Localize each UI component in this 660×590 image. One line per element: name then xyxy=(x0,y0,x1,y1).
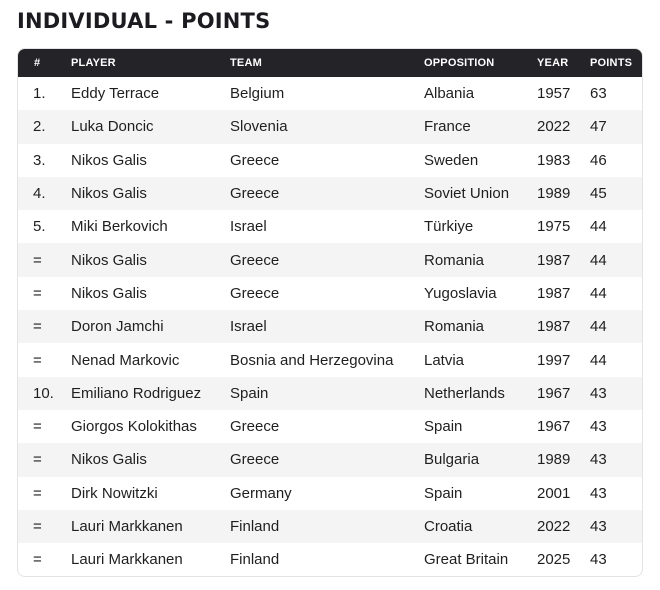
points-table xyxy=(18,49,642,576)
table-header-row xyxy=(18,49,642,77)
cell-team: Greece xyxy=(230,151,280,169)
cell-rank: = xyxy=(33,251,42,269)
table-row xyxy=(18,243,642,276)
header-year: YEAR xyxy=(537,57,569,69)
cell-opposition: Latvia xyxy=(424,351,465,369)
cell-year: 1987 xyxy=(537,284,571,302)
cell-points: 43 xyxy=(590,484,607,502)
cell-points: 45 xyxy=(590,185,607,203)
cell-team: Greece xyxy=(230,185,280,203)
table-row xyxy=(18,543,642,576)
header-points: POINTS xyxy=(590,57,633,69)
cell-rank: 4. xyxy=(33,185,46,203)
header-player: PLAYER xyxy=(71,57,116,69)
cell-rank: = xyxy=(33,451,42,469)
cell-player: Miki Berkovich xyxy=(71,218,168,236)
cell-rank: 1. xyxy=(33,85,46,103)
cell-team: Israel xyxy=(230,318,267,336)
cell-rank: = xyxy=(33,551,42,569)
table-row xyxy=(18,443,642,476)
cell-year: 1967 xyxy=(537,418,571,436)
cell-opposition: Albania xyxy=(424,85,475,103)
cell-rank: = xyxy=(33,518,42,535)
table-body xyxy=(18,77,642,576)
cell-year: 2022 xyxy=(537,518,571,535)
cell-opposition: Spain xyxy=(424,484,463,502)
cell-year: 2001 xyxy=(537,484,571,502)
cell-opposition: Croatia xyxy=(424,518,473,535)
cell-opposition: Romania xyxy=(424,251,485,269)
cell-team: Slovenia xyxy=(230,118,288,136)
cell-year: 1989 xyxy=(537,185,571,203)
header-team: TEAM xyxy=(230,57,262,69)
cell-rank: 2. xyxy=(33,118,46,136)
cell-team: Finland xyxy=(230,518,280,535)
cell-points: 44 xyxy=(590,351,607,369)
cell-points: 43 xyxy=(590,418,607,436)
cell-rank: = xyxy=(33,284,42,302)
cell-points: 43 xyxy=(590,518,607,535)
cell-player: Nikos Galis xyxy=(71,284,147,302)
cell-opposition: Sweden xyxy=(424,151,479,169)
cell-points: 43 xyxy=(590,384,607,402)
cell-team: Germany xyxy=(230,484,292,502)
cell-opposition: France xyxy=(424,118,471,136)
cell-rank: = xyxy=(33,484,42,502)
table-row xyxy=(18,410,642,443)
cell-year: 1987 xyxy=(537,318,571,336)
header-opposition: OPPOSITION xyxy=(424,57,495,69)
cell-player: Emiliano Rodriguez xyxy=(71,384,202,402)
table-row xyxy=(18,77,642,110)
cell-points: 44 xyxy=(590,251,607,269)
cell-team: Spain xyxy=(230,384,269,402)
table-row xyxy=(18,343,642,376)
cell-opposition: Great Britain xyxy=(424,551,509,569)
cell-year: 2022 xyxy=(537,118,571,136)
cell-opposition: Spain xyxy=(424,418,463,436)
cell-team: Greece xyxy=(230,418,280,436)
cell-player: Nikos Galis xyxy=(71,151,147,169)
cell-player: Lauri Markkanen xyxy=(71,518,183,535)
cell-year: 1957 xyxy=(537,85,571,103)
table-row xyxy=(18,144,642,177)
cell-team: Greece xyxy=(230,284,280,302)
cell-opposition: Türkiye xyxy=(424,218,474,236)
cell-player: Lauri Markkanen xyxy=(71,551,183,569)
cell-year: 1997 xyxy=(537,351,571,369)
header-rank: # xyxy=(34,57,41,69)
cell-player: Nenad Markovic xyxy=(71,351,180,369)
cell-points: 46 xyxy=(590,151,607,169)
cell-player: Eddy Terrace xyxy=(71,85,160,103)
cell-team: Greece xyxy=(230,251,280,269)
table-row xyxy=(18,210,642,243)
cell-rank: = xyxy=(33,418,42,436)
cell-year: 1989 xyxy=(537,451,571,469)
cell-team: Finland xyxy=(230,551,280,569)
table-row xyxy=(18,477,642,510)
cell-points: 63 xyxy=(590,85,607,103)
table-row xyxy=(18,277,642,310)
cell-team: Greece xyxy=(230,451,280,469)
table-header xyxy=(18,49,642,77)
cell-points: 43 xyxy=(590,451,607,469)
table-row xyxy=(18,177,642,210)
cell-opposition: Soviet Union xyxy=(424,185,510,203)
points-table-card xyxy=(17,48,643,577)
cell-player: Nikos Galis xyxy=(71,185,147,203)
cell-team: Belgium xyxy=(230,85,285,103)
cell-team: Bosnia and Herzegovina xyxy=(230,351,394,369)
cell-rank: = xyxy=(33,351,42,369)
cell-rank: 10. xyxy=(33,384,54,402)
cell-points: 44 xyxy=(590,218,607,236)
cell-points: 43 xyxy=(590,551,607,569)
cell-points: 47 xyxy=(590,118,607,136)
cell-year: 1975 xyxy=(537,218,571,236)
table-row xyxy=(18,377,642,410)
cell-player: Doron Jamchi xyxy=(71,318,164,336)
cell-opposition: Romania xyxy=(424,318,485,336)
table-row xyxy=(18,310,642,343)
cell-year: 1967 xyxy=(537,384,571,402)
cell-rank: 5. xyxy=(33,218,46,236)
cell-points: 44 xyxy=(590,284,607,302)
cell-year: 1987 xyxy=(537,251,571,269)
table-row xyxy=(18,510,642,543)
cell-player: Giorgos Kolokithas xyxy=(71,418,197,436)
cell-year: 2025 xyxy=(537,551,571,569)
cell-rank: 3. xyxy=(33,151,46,169)
cell-year: 1983 xyxy=(537,151,571,169)
cell-player: Nikos Galis xyxy=(71,251,147,269)
cell-opposition: Bulgaria xyxy=(424,451,480,469)
cell-opposition: Netherlands xyxy=(424,384,505,402)
page-title: INDIVIDUAL - POINTS xyxy=(17,9,271,33)
cell-rank: = xyxy=(33,318,42,336)
cell-opposition: Yugoslavia xyxy=(424,284,497,302)
cell-player: Nikos Galis xyxy=(71,451,147,469)
table-row xyxy=(18,110,642,143)
cell-team: Israel xyxy=(230,218,267,236)
cell-player: Dirk Nowitzki xyxy=(71,484,158,502)
cell-player: Luka Doncic xyxy=(71,118,154,136)
cell-points: 44 xyxy=(590,318,607,336)
